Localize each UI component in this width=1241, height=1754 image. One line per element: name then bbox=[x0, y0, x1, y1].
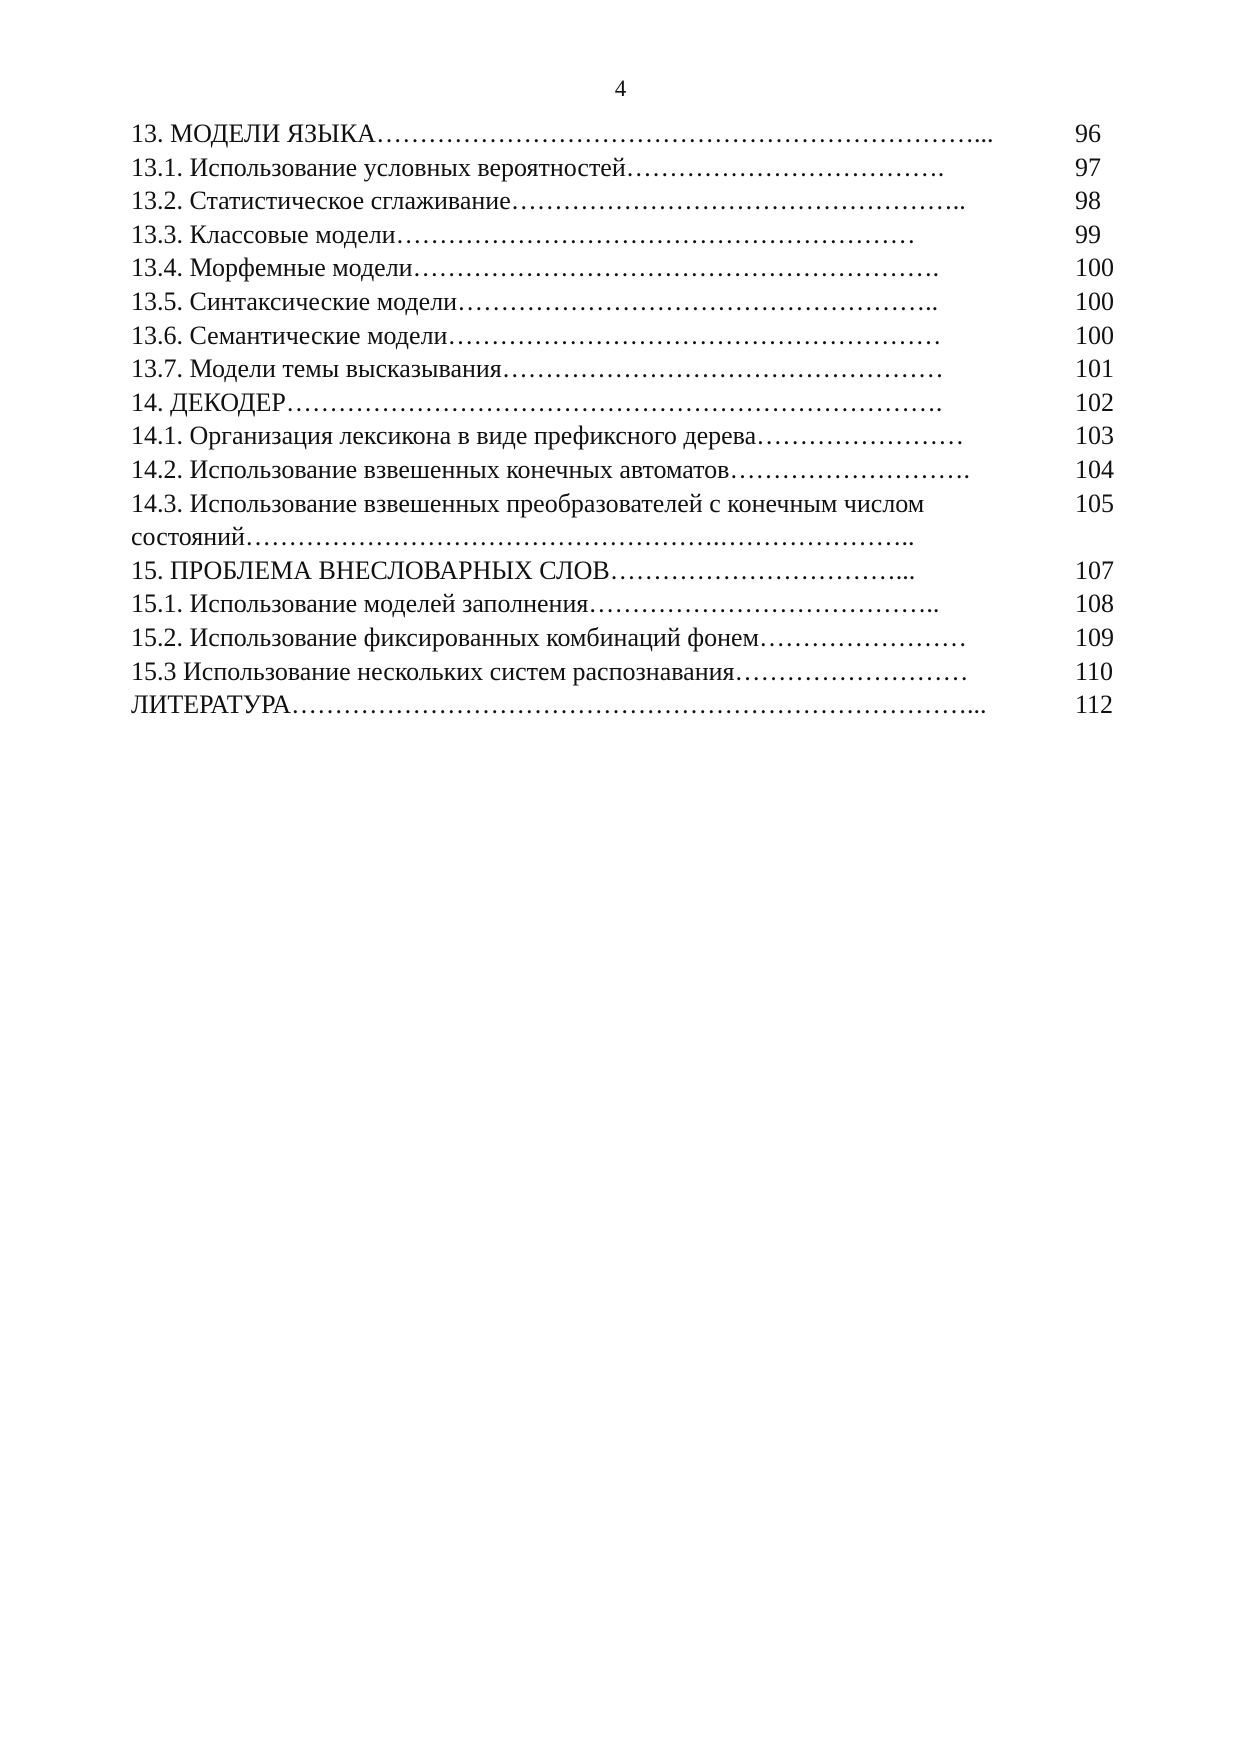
toc-page-number: 99 bbox=[1075, 219, 1101, 249]
toc-entry-title: 13.1. Использование условных вероятностей bbox=[131, 152, 626, 182]
toc-entry-title: 14.2. Использование взвешенных конечных автоматов bbox=[131, 454, 730, 484]
toc-entry-label bbox=[131, 184, 1071, 218]
toc-leader-dots: ………………………………………………… bbox=[447, 320, 942, 350]
toc-entry-title: 15.1. Использование моделей заполнения bbox=[131, 589, 589, 619]
toc-entry[interactable] bbox=[131, 184, 1141, 218]
toc-leader-dots: ……………………… bbox=[734, 656, 969, 686]
toc-page-number: 100 bbox=[1075, 286, 1114, 316]
toc-page-number: 112 bbox=[1075, 690, 1114, 720]
toc-page-number: 100 bbox=[1075, 320, 1114, 350]
toc-leader-dots: ………………………………. bbox=[625, 152, 945, 182]
toc-entry-label bbox=[131, 218, 1071, 252]
toc-entry[interactable] bbox=[131, 218, 1141, 252]
toc-entry-label bbox=[131, 117, 1071, 151]
toc-page-number: 101 bbox=[1075, 354, 1114, 384]
toc-entry[interactable] bbox=[131, 487, 1141, 554]
toc-leader-dots: ……………………………………………………………... bbox=[375, 119, 994, 148]
toc-leader-dots: …………………………………………………………………. bbox=[285, 387, 943, 417]
toc-entry-label bbox=[131, 419, 1071, 453]
toc-leader-dots: ………………………………….. bbox=[588, 589, 940, 619]
toc-entry-label bbox=[131, 151, 1071, 185]
toc-entry[interactable] bbox=[131, 621, 1141, 655]
toc-entry-label bbox=[131, 352, 1071, 386]
toc-leader-dots: …………………… bbox=[759, 622, 968, 652]
toc-entry-title: 13.2. Статистическое сглаживание bbox=[131, 186, 511, 216]
toc-entry[interactable] bbox=[131, 587, 1141, 621]
toc-entry-label bbox=[131, 487, 1071, 554]
toc-leader-dots: ……………………………………………….. bbox=[457, 286, 939, 316]
toc-page-number: 109 bbox=[1075, 622, 1114, 652]
toc-leader-dots: …………………… bbox=[756, 421, 965, 451]
toc-leader-dots: ……………………………………………………………………... bbox=[291, 690, 987, 720]
toc-entry-label bbox=[131, 655, 1071, 689]
toc-entry[interactable] bbox=[131, 453, 1141, 487]
toc-entry[interactable] bbox=[131, 319, 1141, 353]
toc-entry[interactable] bbox=[131, 386, 1141, 420]
toc-entry-title: ЛИТЕРАТУРА bbox=[131, 690, 291, 720]
toc-entry-title: 13.4. Морфемные модели bbox=[131, 253, 413, 283]
toc-entry-title: 14.3. Использование взвешенных преобразователей с конечным числом состояний bbox=[131, 488, 931, 552]
toc-page-number: 102 bbox=[1075, 387, 1114, 417]
toc-entry[interactable] bbox=[131, 151, 1141, 185]
toc-entry[interactable] bbox=[131, 655, 1141, 689]
toc-leader-dots: …………………………………………….. bbox=[510, 186, 966, 216]
toc-page-number: 100 bbox=[1075, 253, 1114, 283]
toc-leader-dots: …………………………………………………… bbox=[395, 219, 916, 249]
toc-page-number: 107 bbox=[1075, 555, 1114, 585]
toc-page-number: 110 bbox=[1075, 656, 1114, 686]
toc-page-number: 96 bbox=[1075, 119, 1101, 148]
toc-entry-title: 15. ПРОБЛЕМА ВНЕСЛОВАРНЫХ СЛОВ bbox=[131, 555, 610, 585]
toc-entry-title: 13.7. Модели темы высказывания bbox=[131, 354, 502, 384]
toc-leader-dots: …………………………………………… bbox=[501, 354, 944, 384]
page-number: 4 bbox=[614, 76, 627, 101]
toc-page-number: 104 bbox=[1075, 454, 1114, 484]
toc-entry-label bbox=[131, 453, 1071, 487]
toc-entry-title: 13.6. Семантические модели bbox=[131, 320, 448, 350]
toc-leader-dots: ……………………………………………….………………….. bbox=[244, 522, 915, 552]
toc-entry-title: 13.3. Классовые модели bbox=[131, 219, 396, 249]
toc-entry-label bbox=[131, 554, 1071, 588]
toc-entry-label bbox=[131, 587, 1071, 621]
toc-entry[interactable] bbox=[131, 285, 1141, 319]
toc-page-number: 97 bbox=[1075, 152, 1101, 182]
toc-leader-dots: ……………………………………………………. bbox=[412, 253, 940, 283]
toc-entry[interactable] bbox=[131, 688, 1141, 722]
toc-page-number: 108 bbox=[1075, 589, 1114, 619]
toc-entry-label bbox=[131, 319, 1071, 353]
toc-entry-label bbox=[131, 386, 1071, 420]
toc-entry[interactable] bbox=[131, 251, 1141, 285]
toc-entry[interactable] bbox=[131, 419, 1141, 453]
table-of-contents bbox=[131, 117, 1141, 722]
toc-leader-dots: ……………………………... bbox=[609, 555, 916, 585]
toc-page-number: 98 bbox=[1075, 186, 1101, 216]
toc-page-number: 103 bbox=[1075, 421, 1114, 451]
toc-entry-label bbox=[131, 251, 1071, 285]
toc-entry-title: 14.1. Организация лексикона в виде префиксного дерева bbox=[131, 421, 757, 451]
toc-entry-label bbox=[131, 285, 1071, 319]
toc-entry[interactable] bbox=[131, 117, 1141, 151]
toc-entry[interactable] bbox=[131, 352, 1141, 386]
toc-entry-title: 15.3 Использование нескольких систем распознавания bbox=[131, 656, 735, 686]
toc-entry-title: 13. МОДЕЛИ ЯЗЫКА bbox=[131, 119, 376, 148]
toc-leader-dots: ………………………. bbox=[729, 454, 970, 484]
toc-entry-title: 14. ДЕКОДЕР bbox=[131, 387, 286, 417]
toc-entry[interactable] bbox=[131, 554, 1141, 588]
toc-entry-title: 15.2. Использование фиксированных комбинаций фонем bbox=[131, 622, 760, 652]
toc-entry-label bbox=[131, 621, 1071, 655]
toc-page-number: 105 bbox=[1075, 488, 1114, 518]
toc-entry-title: 13.5. Синтаксические модели bbox=[131, 286, 458, 316]
toc-entry-label bbox=[131, 688, 1071, 722]
